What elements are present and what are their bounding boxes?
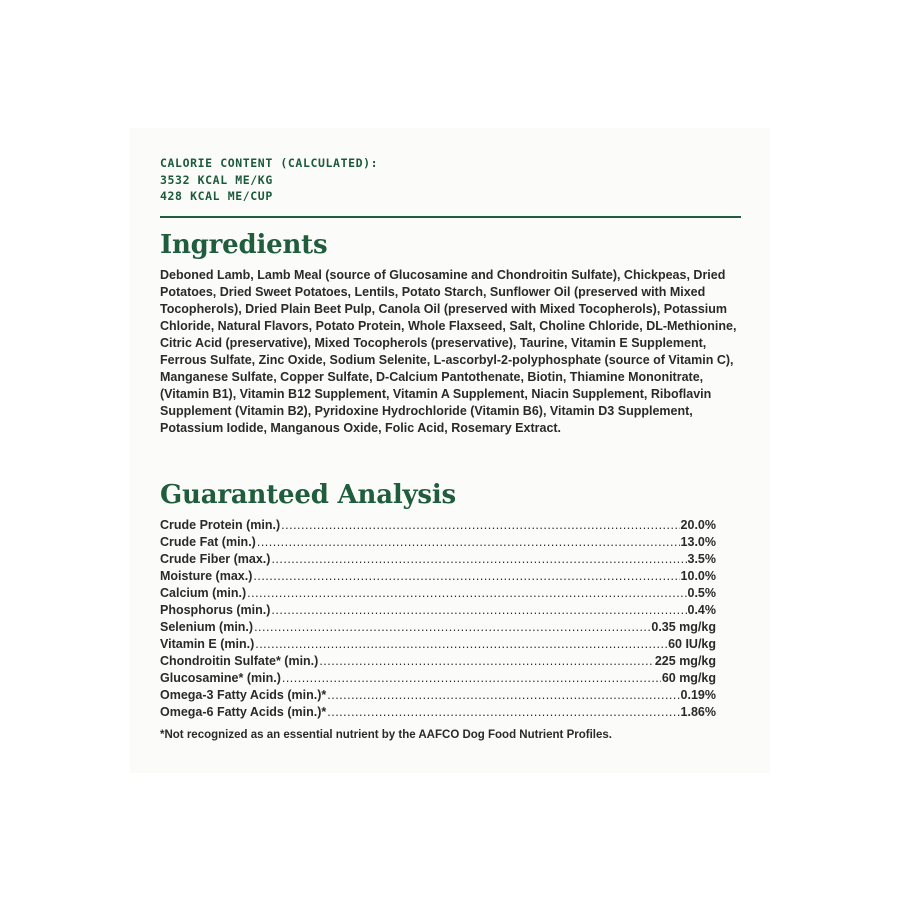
analysis-row [160, 619, 716, 636]
analysis-label: Omega-3 Fatty Acids (min.)* [160, 688, 327, 702]
analysis-row [160, 653, 716, 670]
calorie-title: CALORIE CONTENT (CALCULATED): [160, 156, 379, 170]
analysis-value: 10.0% [680, 569, 716, 583]
calorie-content [160, 155, 378, 205]
nutrition-panel [130, 128, 770, 773]
analysis-label: Selenium (min.) [160, 620, 254, 634]
dot-leader [327, 687, 679, 704]
analysis-row [160, 585, 716, 602]
analysis-row [160, 636, 716, 653]
ingredients-list: Deboned Lamb, Lamb Meal (source of Glucosamine and Chondroitin Sulfate), Chickpeas, Dried Potatoes, Dried Sweet Potatoes, Lentils, Potato Starch, Sunflower Oil (preserved with Mixed Tocopherols), Dried Plain Beet Pulp, Canola Oil (preserved with Mixed Tocopherols), Potassium Chloride, Natural Flavors, Potato Protein, Whole Flaxseed, Salt, Choline Chloride, DL-Methionine, Citric Acid (preservative), Mixed Tocopherols (preservative), Taurine, Vitamin E Supplement, Ferrous Sulfate, Zinc Oxide, Sodium Selenite, L-ascorbyl-2-polyphosphate (source of Vitamin C), Manganese Sulfate, Copper Sulfate, D-Calcium Pantothenate, Biotin, Thiamine Mononitrate, (Vitamin B1), Vitamin B12 Supplement, Vitamin A Supplement, Niacin Supplement, Riboflavin Supplement (Vitamin B2), Pyridoxine Hydrochloride (Vitamin B6), Vitamin D3 Supplement, Potassium Iodide, Manganous Oxide, Folic Acid, Rosemary Extract. [160, 268, 737, 435]
analysis-label: Omega-6 Fatty Acids (min.)* [160, 705, 327, 719]
analysis-value: 1.86% [680, 705, 716, 719]
dot-leader [247, 585, 686, 602]
guaranteed-analysis-table [160, 517, 716, 721]
analysis-value: 60 mg/kg [661, 671, 716, 685]
analysis-label: Chondroitin Sulfate* (min.) [160, 654, 319, 668]
dot-leader [257, 534, 680, 551]
analysis-label: Glucosamine* (min.) [160, 671, 281, 685]
guaranteed-analysis-heading: Guaranteed Analysis [160, 480, 456, 510]
analysis-row [160, 670, 716, 687]
analysis-row [160, 602, 716, 619]
analysis-value: 0.35 mg/kg [651, 620, 716, 634]
dot-leader [327, 704, 679, 721]
analysis-row [160, 568, 716, 585]
analysis-row [160, 517, 716, 534]
analysis-value: 225 mg/kg [654, 654, 716, 668]
analysis-row [160, 534, 716, 551]
aafco-footnote: *Not recognized as an essential nutrient by the AAFCO Dog Food Nutrient Profiles. [160, 729, 612, 741]
analysis-label: Crude Fiber (max.) [160, 552, 271, 566]
analysis-value: 0.19% [680, 688, 716, 702]
analysis-label: Calcium (min.) [160, 586, 247, 600]
analysis-value: 0.5% [687, 586, 716, 600]
analysis-value: 60 IU/kg [668, 637, 716, 651]
section-divider [160, 216, 741, 218]
ingredients-heading: Ingredients [160, 230, 328, 260]
dot-leader [282, 670, 661, 687]
analysis-label: Vitamin E (min.) [160, 637, 255, 651]
analysis-label: Moisture (max.) [160, 569, 253, 583]
analysis-label: Crude Fat (min.) [160, 535, 256, 549]
dot-leader [319, 653, 654, 670]
dot-leader [254, 619, 650, 636]
dot-leader [271, 602, 686, 619]
analysis-value: 13.0% [680, 535, 716, 549]
dot-leader [281, 517, 679, 534]
analysis-label: Crude Protein (min.) [160, 518, 281, 532]
dot-leader [255, 636, 667, 653]
dot-leader [271, 551, 686, 568]
analysis-value: 20.0% [680, 518, 716, 532]
analysis-row [160, 551, 716, 568]
analysis-row [160, 687, 716, 704]
calorie-per-cup: 428 KCAL ME/CUP [160, 189, 273, 203]
analysis-row [160, 704, 716, 721]
analysis-label: Phosphorus (min.) [160, 603, 271, 617]
dot-leader [253, 568, 679, 585]
analysis-value: 3.5% [687, 552, 716, 566]
calorie-per-kg: 3532 KCAL ME/KG [160, 172, 273, 187]
analysis-value: 0.4% [687, 603, 716, 617]
